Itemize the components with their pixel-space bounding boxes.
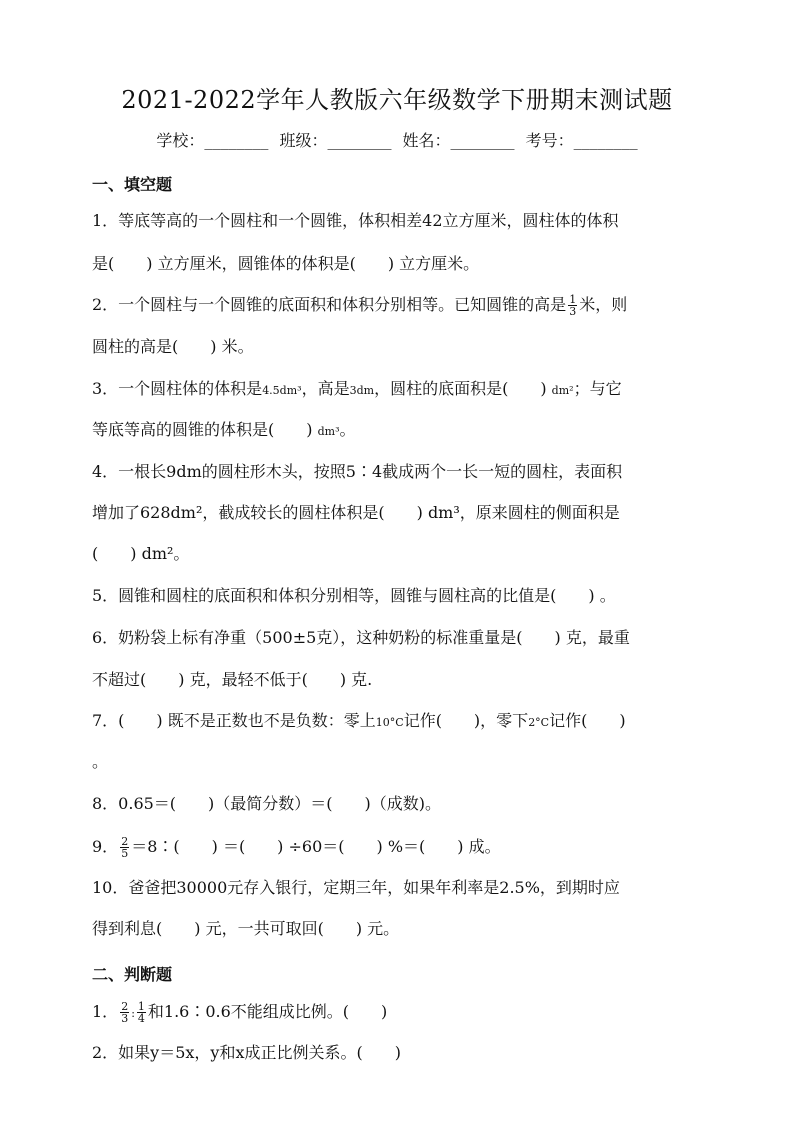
question-2-text-b: 米，则: [579, 295, 628, 314]
fraction-one-third: [568, 294, 577, 317]
question-2-line-2: 圆柱的高是( ) 米。: [92, 337, 254, 356]
question-2-line-1: [92, 294, 712, 317]
question-7-text-a: 7．( ) 既不是正数也不是负数：零上: [92, 711, 376, 730]
question-3-height: 3dm: [349, 384, 375, 397]
question-7-line-1: [92, 711, 712, 733]
question-1-line-1: 1．等底等高的一个圆柱和一个圆锥，体积相差42立方厘米，圆柱体的体积: [92, 211, 619, 230]
question-3-unit-volume: dm³: [317, 425, 340, 438]
question-3-text-e: 等底等高的圆锥的体积是( ): [92, 420, 313, 439]
fraction-denominator: 3: [569, 305, 577, 318]
question-3-text-d: ；与它: [573, 379, 622, 398]
question-6-line-2: 不超过( ) 克，最轻不低于( ) 克.: [92, 670, 373, 689]
question-8-line-1: 8．0.65＝( )（最简分数）＝( )（成数)。: [92, 794, 442, 813]
question-10-line-2: 得到利息( ) 元，一共可取回( ) 元。: [92, 919, 400, 938]
question-3-volume: 4.5dm³: [262, 384, 302, 397]
question-3-period: 。: [339, 420, 356, 439]
question-7-line-2: 。: [92, 752, 109, 771]
question-9-line-1: [92, 836, 712, 859]
question-3-line-2: [92, 420, 712, 442]
question-3-text-b: ，高是: [301, 379, 350, 398]
fraction-denominator: 3: [121, 1012, 129, 1025]
judgment-1-line-1: [92, 1001, 712, 1024]
question-4-line-1: 4．一根长9dm的圆柱形木头，按照5∶4截成两个一长一短的圆柱，表面积: [92, 462, 623, 481]
question-10-line-1: 10．爸爸把30000元存入银行，定期三年，如果年利率是2.5%，到期时应: [92, 878, 620, 897]
fraction-numerator: 1: [137, 1000, 145, 1013]
question-3-unit-area: dm²: [551, 384, 574, 397]
fraction-numerator: 2: [121, 1000, 129, 1013]
fraction-two-fifths: [120, 836, 129, 859]
judgment-2-line-1: 2．如果y＝5x，y和x成正比例关系。( ): [92, 1043, 401, 1062]
question-1-line-2: 是( ) 立方厘米，圆锥体的体积是( ) 立方厘米。: [92, 254, 480, 273]
page-title: 2021-2022学年人教版六年级数学下册期末测试题: [121, 86, 673, 114]
question-7-text-c: 记作( ): [549, 711, 626, 730]
question-6-line-1: 6．奶粉袋上标有净重（500±5克），这种奶粉的标准重量是( ) 克，最重: [92, 628, 630, 647]
judgment-1-number: 1．: [92, 1002, 119, 1021]
section-heading-true-false: 二、判断题: [92, 965, 173, 984]
question-7-temp-below: 2°C: [528, 716, 550, 729]
ratio-colon: :: [131, 1007, 135, 1020]
student-info-line: 学校：________ 班级：________ 姓名：________ 考号：________: [156, 131, 638, 150]
fraction-numerator: 2: [121, 835, 129, 848]
fraction-one-quarter: [137, 1001, 146, 1024]
question-3-text-c: ，圆柱的底面积是( ): [374, 379, 547, 398]
question-4-line-2: 增加了628dm²，截成较长的圆柱体积是( ) dm³，原来圆柱的侧面积是: [92, 503, 620, 522]
section-heading-fill-in: 一、填空题: [92, 175, 173, 194]
question-7-temp-above: 10°C: [375, 716, 404, 729]
question-9-number: 9．: [92, 837, 119, 856]
question-4-line-3: ( ) dm²。: [92, 544, 190, 563]
question-3-line-1: [92, 379, 712, 401]
fraction-denominator: 5: [121, 847, 129, 860]
fraction-two-thirds: [120, 1001, 129, 1024]
question-3-text-a: 3．一个圆柱体的体积是: [92, 379, 263, 398]
fraction-numerator: 1: [569, 293, 577, 306]
question-7-text-b: 记作( )，零下: [403, 711, 529, 730]
question-5-line-1: 5．圆锥和圆柱的底面积和体积分别相等，圆锥与圆柱高的比值是( ) 。: [92, 586, 616, 605]
question-9-text: ＝8∶( ) ＝( ) ÷60＝( ) %＝( ) 成。: [131, 837, 501, 856]
question-2-text-a: 2．一个圆柱与一个圆锥的底面积和体积分别相等。已知圆锥的高是: [92, 295, 567, 314]
judgment-1-text: 和1.6∶0.6不能组成比例。( ): [147, 1002, 388, 1021]
fraction-denominator: 4: [137, 1012, 145, 1025]
